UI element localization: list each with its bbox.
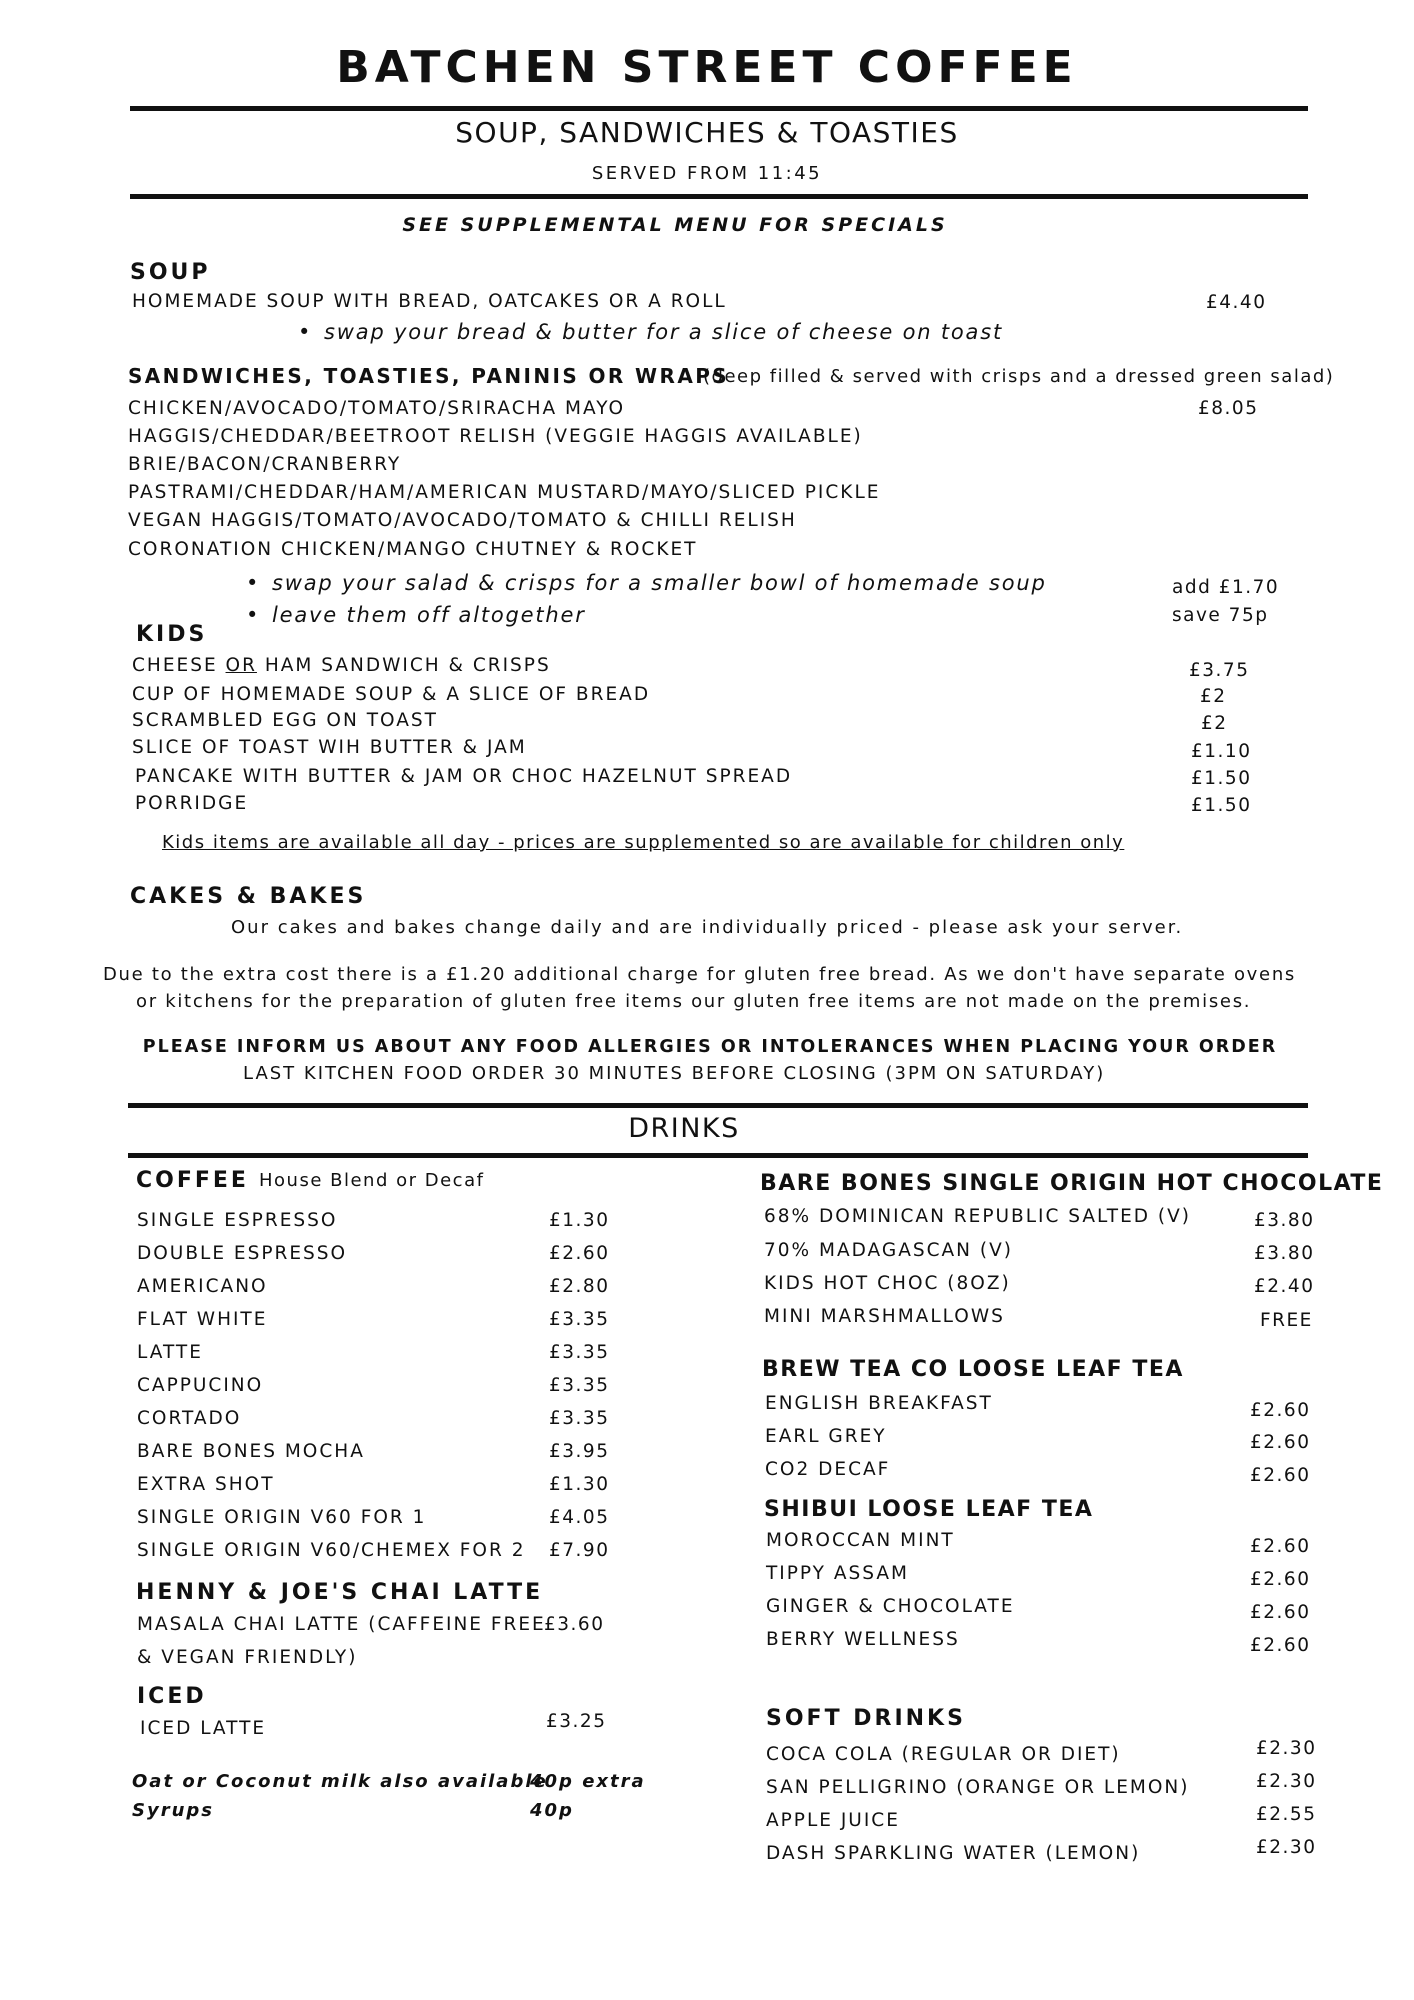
shibui-tea-price: £2.60 bbox=[1250, 1635, 1311, 1656]
soft-drink-item: DASH SPARKLING WATER (LEMON) bbox=[766, 1843, 1141, 1864]
last-order-note: LAST KITCHEN FOOD ORDER 30 MINUTES BEFORE CLOSING (3PM ON SATURDAY) bbox=[243, 1063, 1106, 1084]
shibui-tea-item: TIPPY ASSAM bbox=[766, 1563, 909, 1584]
soft-drink-price: £2.30 bbox=[1256, 1771, 1317, 1792]
coffee-item: FLAT WHITE bbox=[137, 1309, 268, 1330]
coffee-price: £3.35 bbox=[549, 1309, 610, 1330]
soup-item: HOMEMADE SOUP WITH BREAD, OATCAKES OR A ROLL bbox=[132, 291, 727, 312]
hot-choc-price: £2.40 bbox=[1254, 1276, 1315, 1297]
extra-price: 40p extra bbox=[530, 1771, 646, 1792]
kids-note-text: Kids items are available all day - prices are supplemented so are available for children only bbox=[162, 832, 1125, 853]
shibui-tea-item: GINGER & CHOCOLATE bbox=[766, 1596, 1015, 1617]
coffee-item: SINGLE ORIGIN V60/CHEMEX FOR 2 bbox=[137, 1540, 526, 1561]
chai-item-line2: & VEGAN FRIENDLY) bbox=[137, 1647, 358, 1668]
kids-item: CUP OF HOMEMADE SOUP & A SLICE OF BREAD bbox=[132, 684, 651, 705]
cakes-heading: CAKES & BAKES bbox=[130, 884, 367, 909]
kids-item: PORRIDGE bbox=[135, 793, 249, 814]
shibui-tea-item: BERRY WELLNESS bbox=[766, 1629, 960, 1650]
soup-price: £4.40 bbox=[1206, 292, 1267, 313]
coffee-price: £1.30 bbox=[549, 1474, 610, 1495]
sandwich-option-price: save 75p bbox=[1172, 605, 1269, 626]
chai-item-line1: MASALA CHAI LATTE (CAFFEINE FREE bbox=[137, 1614, 546, 1635]
coffee-price: £7.90 bbox=[549, 1540, 610, 1561]
brew-tea-heading: BREW TEA CO LOOSE LEAF TEA bbox=[762, 1357, 1184, 1382]
sandwich-item: VEGAN HAGGIS/TOMATO/AVOCADO/TOMATO & CHILLI RELISH bbox=[128, 510, 797, 531]
shibui-tea-price: £2.60 bbox=[1250, 1602, 1311, 1623]
kids-item-text: CHEESE bbox=[132, 655, 226, 676]
sandwich-option: • swap your salad & crisps for a smaller bowl of homemade soup bbox=[272, 571, 1047, 595]
soup-note: • swap your bread & butter for a slice of cheese on toast bbox=[324, 320, 1003, 344]
shibui-tea-item: MOROCCAN MINT bbox=[766, 1530, 955, 1551]
extra-item: Oat or Coconut milk also available bbox=[132, 1771, 548, 1792]
hot-choc-heading: BARE BONES SINGLE ORIGIN HOT CHOCOLATE bbox=[760, 1171, 1384, 1196]
iced-heading: ICED bbox=[137, 1684, 207, 1709]
hot-choc-price: FREE bbox=[1260, 1310, 1313, 1331]
hot-choc-item: KIDS HOT CHOC (8OZ) bbox=[764, 1273, 1011, 1294]
sandwich-option-price: add £1.70 bbox=[1172, 577, 1280, 598]
sandwich-item: BRIE/BACON/CRANBERRY bbox=[128, 454, 402, 475]
coffee-item: CAPPUCINO bbox=[137, 1375, 264, 1396]
divider bbox=[130, 194, 1308, 199]
sandwiches-price: £8.05 bbox=[1198, 398, 1259, 419]
sandwich-option: • leave them off altogether bbox=[272, 603, 586, 627]
section-title-food: SOUP, SANDWICHES & TOASTIES bbox=[455, 116, 959, 149]
brew-tea-item: ENGLISH BREAKFAST bbox=[765, 1393, 993, 1414]
hot-choc-item: MINI MARSHMALLOWS bbox=[764, 1306, 1005, 1327]
soup-heading: SOUP bbox=[130, 260, 211, 285]
divider bbox=[130, 106, 1308, 111]
kids-price: £2 bbox=[1200, 686, 1227, 707]
gluten-note-line1: Due to the extra cost there is a £1.20 additional charge for gluten free bread. As we don't have separate ovens bbox=[103, 964, 1296, 985]
gluten-note-line2: or kitchens for the preparation of gluten free items our gluten free items are not made on the premises. bbox=[136, 991, 1252, 1012]
kids-price: £3.75 bbox=[1189, 660, 1250, 681]
sandwich-item: HAGGIS/CHEDDAR/BEETROOT RELISH (VEGGIE HAGGIS AVAILABLE) bbox=[128, 426, 863, 447]
shibui-tea-price: £2.60 bbox=[1250, 1569, 1311, 1590]
soft-drink-item: SAN PELLIGRINO (ORANGE OR LEMON) bbox=[766, 1777, 1190, 1798]
coffee-price: £2.60 bbox=[549, 1243, 610, 1264]
chai-price: £3.60 bbox=[544, 1614, 605, 1635]
kids-price: £2 bbox=[1201, 713, 1228, 734]
extra-price: 40p bbox=[530, 1800, 574, 1821]
kids-item bbox=[132, 655, 551, 676]
kids-price: £1.50 bbox=[1191, 795, 1252, 816]
coffee-item: SINGLE ESPRESSO bbox=[137, 1210, 338, 1231]
coffee-item: BARE BONES MOCHA bbox=[137, 1441, 365, 1462]
coffee-price: £2.80 bbox=[549, 1276, 610, 1297]
shibui-tea-heading: SHIBUI LOOSE LEAF TEA bbox=[764, 1497, 1094, 1522]
brew-tea-item: EARL GREY bbox=[765, 1426, 887, 1447]
brew-tea-item: CO2 DECAF bbox=[765, 1459, 891, 1480]
kids-item-text: HAM SANDWICH & CRISPS bbox=[256, 655, 551, 676]
coffee-item: EXTRA SHOT bbox=[137, 1474, 275, 1495]
coffee-item: DOUBLE ESPRESSO bbox=[137, 1243, 348, 1264]
shibui-tea-price: £2.60 bbox=[1250, 1536, 1311, 1557]
kids-heading: KIDS bbox=[136, 622, 208, 647]
coffee-price: £4.05 bbox=[549, 1507, 610, 1528]
coffee-item: LATTE bbox=[137, 1342, 203, 1363]
coffee-item: SINGLE ORIGIN V60 FOR 1 bbox=[137, 1507, 427, 1528]
hot-choc-price: £3.80 bbox=[1254, 1210, 1315, 1231]
coffee-price: £3.35 bbox=[549, 1375, 610, 1396]
brew-tea-price: £2.60 bbox=[1250, 1432, 1311, 1453]
kids-item: PANCAKE WITH BUTTER & JAM OR CHOC HAZELNUT SPREAD bbox=[135, 766, 793, 787]
page-title: BATCHEN STREET COFFEE bbox=[336, 42, 1078, 93]
soft-drink-price: £2.30 bbox=[1256, 1837, 1317, 1858]
divider bbox=[128, 1153, 1308, 1158]
brew-tea-price: £2.60 bbox=[1250, 1465, 1311, 1486]
soft-drinks-heading: SOFT DRINKS bbox=[766, 1706, 966, 1731]
coffee-item: AMERICANO bbox=[137, 1276, 268, 1297]
drinks-heading: DRINKS bbox=[628, 1113, 740, 1144]
extra-item: Syrups bbox=[132, 1800, 214, 1821]
iced-item: ICED LATTE bbox=[140, 1718, 267, 1739]
coffee-price: £3.95 bbox=[549, 1441, 610, 1462]
specials-note: SEE SUPPLEMENTAL MENU FOR SPECIALS bbox=[402, 214, 948, 236]
soft-drink-item: APPLE JUICE bbox=[766, 1810, 900, 1831]
coffee-subheading: House Blend or Decaf bbox=[259, 1170, 485, 1191]
coffee-price: £3.35 bbox=[549, 1408, 610, 1429]
sandwich-item: CORONATION CHICKEN/MANGO CHUTNEY & ROCKET bbox=[128, 539, 698, 560]
sandwiches-subnote: (deep filled & served with crisps and a dressed green salad) bbox=[703, 366, 1335, 387]
cakes-note: Our cakes and bakes change daily and are individually priced - please ask your server. bbox=[231, 917, 1184, 938]
soft-drink-price: £2.30 bbox=[1256, 1738, 1317, 1759]
coffee-heading: COFFEE bbox=[136, 1168, 249, 1193]
sandwich-item: CHICKEN/AVOCADO/TOMATO/SRIRACHA MAYO bbox=[128, 398, 626, 419]
kids-price: £1.10 bbox=[1191, 741, 1252, 762]
sandwiches-heading: SANDWICHES, TOASTIES, PANINIS OR WRAPS bbox=[128, 364, 730, 388]
hot-choc-item: 70% MADAGASCAN (V) bbox=[764, 1240, 1013, 1261]
kids-item: SLICE OF TOAST WIH BUTTER & JAM bbox=[132, 737, 527, 758]
brew-tea-price: £2.60 bbox=[1250, 1400, 1311, 1421]
soft-drink-item: COCA COLA (REGULAR OR DIET) bbox=[766, 1744, 1121, 1765]
kids-item: SCRAMBLED EGG ON TOAST bbox=[132, 710, 438, 731]
hot-choc-price: £3.80 bbox=[1254, 1243, 1315, 1264]
kids-item-text: OR bbox=[225, 655, 257, 676]
iced-price: £3.25 bbox=[546, 1711, 607, 1732]
served-time: SERVED FROM 11:45 bbox=[591, 163, 823, 184]
kids-note bbox=[162, 832, 1124, 853]
divider bbox=[128, 1103, 1308, 1108]
kids-price: £1.50 bbox=[1191, 768, 1252, 789]
coffee-item: CORTADO bbox=[137, 1408, 242, 1429]
coffee-price: £3.35 bbox=[549, 1342, 610, 1363]
soft-drink-price: £2.55 bbox=[1256, 1804, 1317, 1825]
allergy-warning: PLEASE INFORM US ABOUT ANY FOOD ALLERGIES OR INTOLERANCES WHEN PLACING YOUR ORDER bbox=[142, 1037, 1278, 1057]
coffee-price: £1.30 bbox=[549, 1210, 610, 1231]
sandwich-item: PASTRAMI/CHEDDAR/HAM/AMERICAN MUSTARD/MAYO/SLICED PICKLE bbox=[128, 482, 881, 503]
hot-choc-item: 68% DOMINICAN REPUBLIC SALTED (V) bbox=[764, 1206, 1192, 1227]
chai-heading: HENNY & JOE'S CHAI LATTE bbox=[136, 1580, 544, 1605]
